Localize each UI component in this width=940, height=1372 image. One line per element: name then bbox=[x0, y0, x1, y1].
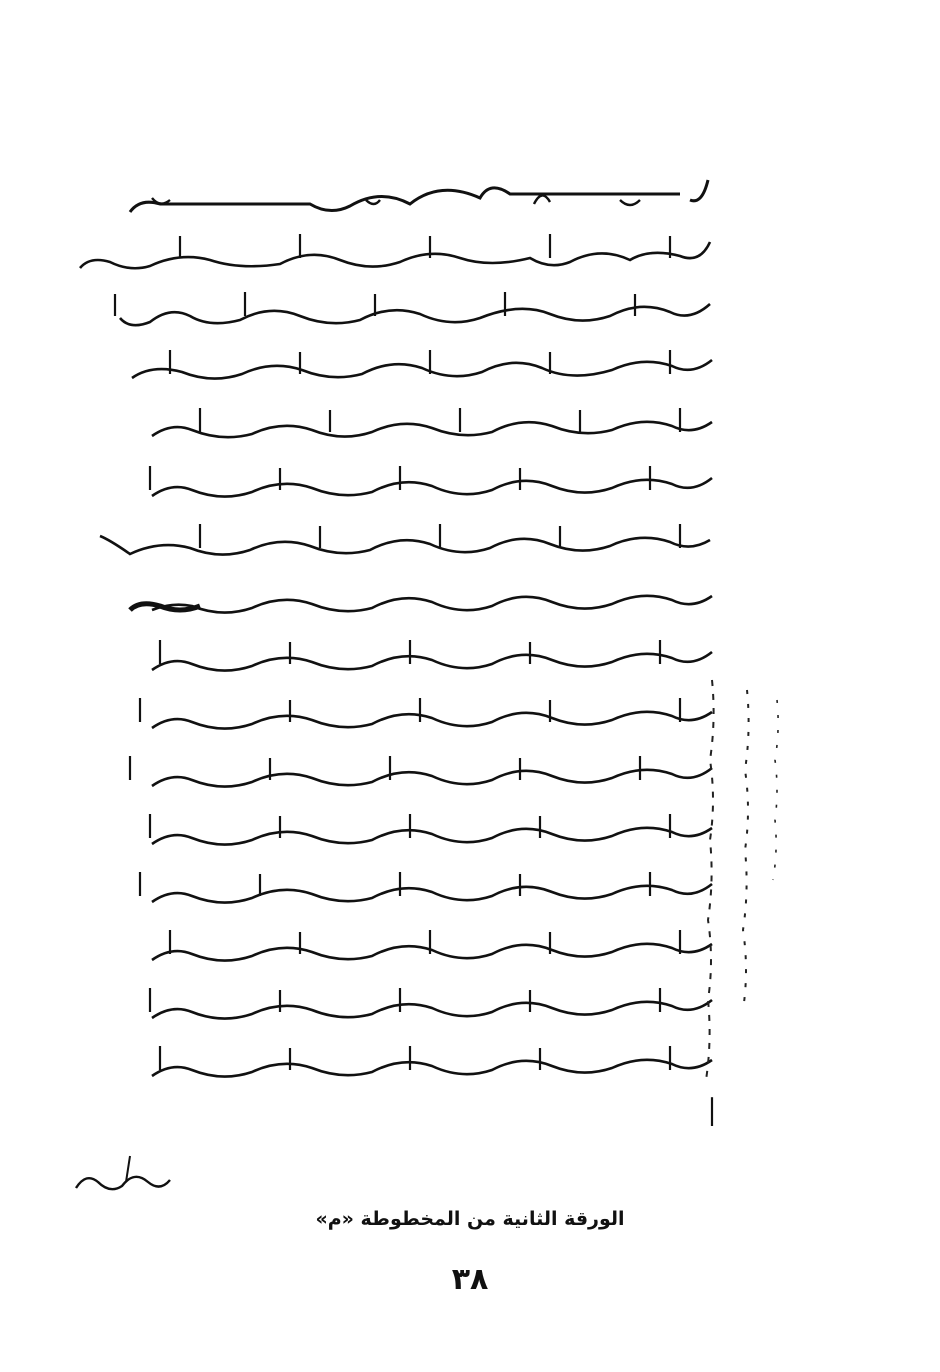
manuscript-text-block bbox=[60, 170, 720, 1130]
manuscript-line bbox=[120, 1090, 720, 1138]
page-caption: الورقة الثانية من المخطوطة «م» bbox=[315, 1208, 625, 1230]
manuscript-line bbox=[75, 286, 720, 334]
page-number: ٣٨ bbox=[451, 1262, 489, 1297]
manuscript-line bbox=[80, 692, 720, 740]
manuscript-line bbox=[80, 402, 720, 450]
marginal-annotation bbox=[692, 670, 802, 1090]
manuscript-line bbox=[80, 924, 720, 972]
manuscript-line bbox=[80, 170, 720, 218]
manuscript-line bbox=[80, 866, 720, 914]
manuscript-line bbox=[70, 518, 720, 566]
manuscript-line bbox=[80, 808, 720, 856]
manuscript-line bbox=[70, 228, 720, 276]
manuscript-line bbox=[80, 750, 720, 798]
manuscript-line bbox=[80, 1040, 720, 1088]
catchword bbox=[60, 1150, 180, 1200]
manuscript-line bbox=[80, 460, 720, 508]
manuscript-line bbox=[80, 982, 720, 1030]
manuscript-line bbox=[80, 634, 720, 682]
manuscript-line bbox=[80, 344, 720, 392]
manuscript-line bbox=[80, 576, 720, 624]
